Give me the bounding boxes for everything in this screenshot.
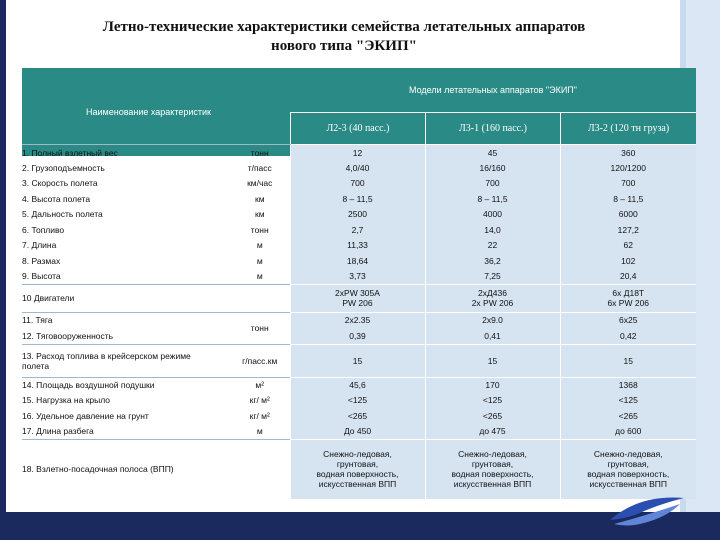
- row-name: 16. Удельное давление на грунт: [22, 410, 149, 421]
- row-name: 10 Двигатели: [22, 284, 230, 312]
- table-row: [22, 284, 696, 312]
- value-model-2: 7,25: [425, 269, 560, 285]
- value-model-2: [425, 439, 560, 499]
- table-row: [22, 393, 696, 409]
- value-line: 2хД436: [478, 288, 507, 298]
- value-line: 6х PW 206: [607, 298, 650, 308]
- row-name: 3. Скорость полета: [22, 178, 98, 189]
- row-name: 2. Грузоподъемность: [22, 162, 105, 173]
- row-unit: кг/ м²: [249, 410, 270, 421]
- value-model-3: 62: [560, 238, 696, 254]
- value-model-1: 0,39: [290, 328, 425, 344]
- value-model-3: 120/1200: [560, 160, 696, 176]
- value-model-1: 2х2.35: [290, 312, 425, 328]
- value-line: водная поверхность,: [451, 469, 534, 480]
- title-line-1: Летно-технические характеристики семейства летательных аппаратов: [102, 19, 586, 35]
- value-model-2: [425, 284, 560, 312]
- value-model-2: 8 – 11,5: [425, 191, 560, 207]
- table-row: [22, 439, 696, 499]
- value-model-3: 360: [560, 145, 696, 161]
- header-models-group: Модели летательных аппаратов "ЭКИП": [290, 68, 696, 112]
- value-model-2: 15: [425, 344, 560, 377]
- row-name-line: 13. Расход топлива в крейсерском режиме: [22, 350, 191, 361]
- row-name: 4. Высота полета: [22, 193, 91, 204]
- value-model-2: до 475: [425, 424, 560, 440]
- row-unit: тонн: [230, 145, 290, 161]
- row-unit: т/пасс: [247, 162, 272, 173]
- row-name: 11. Тяга: [22, 312, 230, 328]
- row-unit: км: [254, 193, 265, 204]
- value-model-3: <265: [560, 408, 696, 424]
- value-line: грунтовая,: [607, 459, 649, 470]
- value-model-1: [290, 439, 425, 499]
- value-model-3: 8 – 11,5: [560, 191, 696, 207]
- value-line: грунтовая,: [471, 459, 514, 470]
- row-name-line: полета: [22, 360, 50, 371]
- ekip-logo-icon: [600, 490, 690, 530]
- table-row: [22, 191, 696, 207]
- value-model-2: 16/160: [425, 160, 560, 176]
- header-model-2: Л3-1 (160 пасс.): [425, 112, 560, 144]
- row-name: 1. Полный взлетный вес: [22, 145, 230, 161]
- value-line: 2х PW 206: [471, 298, 514, 308]
- value-model-2: <265: [425, 408, 560, 424]
- value-model-3: 20,4: [560, 269, 696, 285]
- table-row: [22, 424, 696, 440]
- row-name: 9. Высота: [22, 271, 61, 281]
- value-model-1: 15: [290, 344, 425, 377]
- value-model-3: до 600: [560, 424, 696, 440]
- value-model-2: 700: [425, 176, 560, 192]
- table-row: [22, 269, 696, 285]
- value-model-1: 2,7: [290, 222, 425, 238]
- value-line: грунтовая,: [336, 459, 379, 470]
- value-line: Снежно-ледовая,: [323, 449, 392, 460]
- table-row: [22, 207, 696, 223]
- value-model-3: 102: [560, 253, 696, 269]
- value-line: 2хPW 305А: [335, 288, 380, 298]
- value-model-1: До 450: [290, 424, 425, 440]
- row-unit: м: [256, 426, 263, 436]
- value-model-2: 45: [425, 145, 560, 161]
- row-unit: г/пасс.км: [230, 344, 290, 377]
- row-name: 14. Площадь воздушной подушки: [22, 377, 230, 393]
- value-line: водная поверхность,: [587, 469, 670, 480]
- row-unit: [230, 284, 290, 312]
- value-model-3: 6х25: [560, 312, 696, 328]
- value-model-1: 2500: [290, 207, 425, 223]
- value-model-1: 45,6: [290, 377, 425, 393]
- value-line: искусственная ВПП: [589, 479, 667, 490]
- value-line: искусственная ВПП: [318, 479, 397, 490]
- table-row: [22, 377, 696, 393]
- table-row: [22, 238, 696, 254]
- value-model-2: 14,0: [425, 222, 560, 238]
- row-name: 5. Дальность полета: [22, 209, 103, 220]
- table-row: [22, 253, 696, 269]
- row-unit: [230, 439, 290, 499]
- row-name: 12. Тяговооруженность: [22, 330, 114, 341]
- row-name: 8. Размах: [22, 255, 61, 266]
- value-line: 6х Д18Т: [612, 288, 645, 298]
- table-row: [22, 312, 696, 328]
- table-row: [22, 408, 696, 424]
- characteristics-table: [22, 144, 696, 499]
- table-row: [22, 344, 696, 377]
- header-model-1: Л2-3 (40 пасс.): [290, 112, 425, 144]
- row-name: 6. Топливо: [22, 224, 65, 235]
- table-row: [22, 176, 696, 192]
- row-name: 17. Длина разбега: [22, 426, 94, 436]
- row-unit: тонн: [250, 224, 269, 235]
- value-model-2: 2х9.0: [425, 312, 560, 328]
- row-name: 18. Взлетно-посадочная полоса (ВПП): [22, 439, 230, 499]
- value-model-2: 170: [425, 377, 560, 393]
- value-model-1: <265: [290, 408, 425, 424]
- table-row: [22, 328, 696, 344]
- value-line: Снежно-ледовая,: [593, 449, 663, 460]
- header-model-3: Л3-2 (120 тн груза): [560, 112, 696, 144]
- value-model-1: 700: [290, 176, 425, 192]
- value-model-2: 22: [425, 238, 560, 254]
- value-model-3: 1368: [560, 377, 696, 393]
- value-model-1: 8 – 11,5: [290, 191, 425, 207]
- table-row: [22, 160, 696, 176]
- table-row: [22, 222, 696, 238]
- value-model-3: <125: [560, 393, 696, 409]
- value-line: Снежно-ледовая,: [458, 449, 527, 460]
- value-model-2: 0,41: [425, 328, 560, 344]
- value-model-2: 36,2: [425, 253, 560, 269]
- value-model-3: 0,42: [560, 328, 696, 344]
- value-model-3: 700: [560, 176, 696, 192]
- value-line: искусственная ВПП: [453, 479, 532, 490]
- row-unit: тонн: [230, 312, 290, 344]
- row-name: 7. Длина: [22, 240, 57, 251]
- row-unit: м: [256, 255, 263, 266]
- row-name: [22, 344, 230, 377]
- row-unit: км: [254, 209, 265, 220]
- value-model-1: 12: [290, 145, 425, 161]
- value-model-1: 4,0/40: [290, 160, 425, 176]
- value-line: PW 206: [342, 298, 373, 308]
- row-name: 15. Нагрузка на крыло: [22, 395, 111, 406]
- value-model-2: <125: [425, 393, 560, 409]
- row-unit: км/час: [247, 178, 273, 189]
- row-unit: м: [256, 240, 263, 251]
- row-unit: м²: [230, 377, 290, 393]
- value-model-3: 127,2: [560, 222, 696, 238]
- value-model-2: 4000: [425, 207, 560, 223]
- value-model-1: 11,33: [290, 238, 425, 254]
- row-unit: м: [256, 271, 263, 281]
- value-line: водная поверхность,: [316, 469, 399, 480]
- title-line-2: нового типа "ЭКИП": [271, 38, 417, 54]
- value-model-3: [560, 284, 696, 312]
- slide-title: [14, 18, 674, 56]
- value-model-1: 18,64: [290, 253, 425, 269]
- value-model-3: 6000: [560, 207, 696, 223]
- value-model-1: <125: [290, 393, 425, 409]
- value-model-3: 15: [560, 344, 696, 377]
- value-model-1: [290, 284, 425, 312]
- row-unit: кг/ м²: [249, 395, 270, 406]
- value-model-1: 3,73: [290, 269, 425, 285]
- table-row: [22, 145, 696, 161]
- header-characteristic-name: Наименование характеристик: [22, 68, 290, 156]
